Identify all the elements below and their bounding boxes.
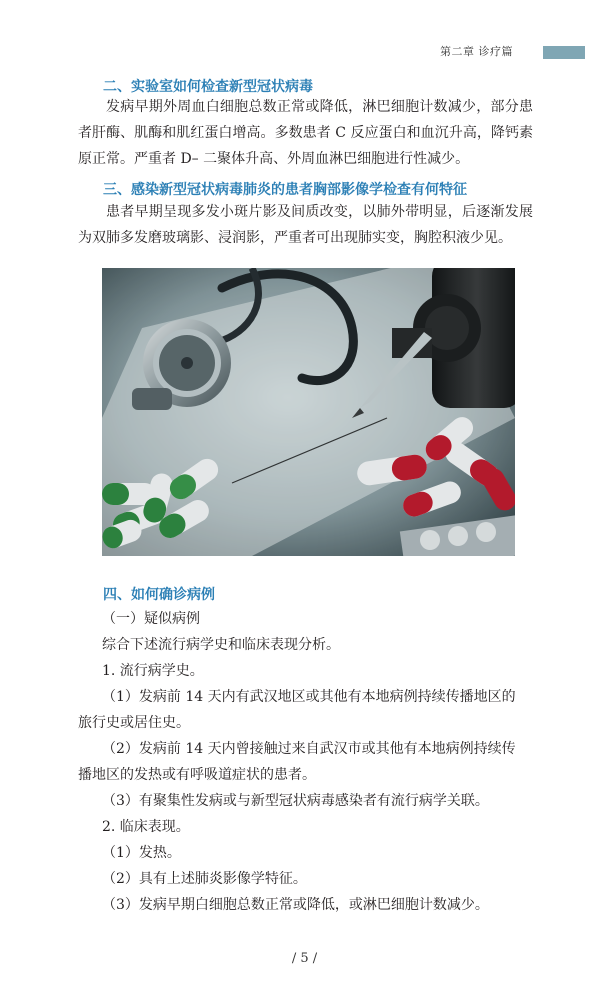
section-3-title: 三、感染新型冠状病毒肺炎的患者胸部影像学检查有何特征 [103, 182, 467, 198]
item-1-2-line1: （2）发病前 14 天内曾接触过来自武汉市或其他有本地病例持续传 [102, 741, 516, 757]
page-number: / 5 / [291, 951, 318, 966]
item-1-1-line1: （1）发病前 14 天内有武汉地区或其他有本地病例持续传播地区的 [102, 689, 516, 705]
section-2-paragraph: 发病早期外周血白细胞总数正常或降低，淋巴细胞计数减少，部分患者肝酶、肌酶和肌红蛋白增高。多数患者 C 反应蛋白和血沉升高，降钙素原正常。严重者 D– 二聚体升高、外周血淋巴细胞进行性减少。 [78, 99, 533, 167]
running-header [24, 43, 585, 61]
item-1-3: （3）有聚集性发病或与新型冠状病毒感染者有流行病学关联。 [102, 793, 489, 809]
intro-line: 综合下述流行病学史和临床表现分析。 [102, 637, 340, 653]
item-clinical: 2. 临床表现。 [102, 819, 190, 835]
header-accent-block [543, 46, 585, 59]
chapter-title: 第二章 诊疗篇 [440, 45, 513, 58]
item-1-1-line2: 旅行史或居住史。 [78, 715, 190, 731]
item-1-2-line2: 播地区的发热或有呼吸道症状的患者。 [78, 767, 316, 783]
diagnosis-photo-illustration [102, 268, 515, 556]
item-2-2: （2）具有上述肺炎影像学特征。 [102, 871, 307, 887]
section-4-title: 四、如何确诊病例 [103, 587, 215, 603]
section-3-paragraph: 患者早期呈现多发小斑片影及间质改变，以肺外带明显，后逐渐发展为双肺多发磨玻璃影、浸润影，严重者可出现肺实变，胸腔积液少见。 [78, 204, 533, 246]
subheading-suspected-case: （一）疑似病例 [102, 611, 200, 627]
item-epidemiology: 1. 流行病学史。 [102, 663, 204, 679]
section-2-title: 二、实验室如何检查新型冠状病毒 [103, 79, 313, 95]
item-2-3: （3）发病早期白细胞总数正常或降低，或淋巴细胞计数减少。 [102, 897, 489, 913]
item-2-1: （1）发热。 [102, 845, 181, 861]
diagnosis-photo [102, 268, 515, 556]
